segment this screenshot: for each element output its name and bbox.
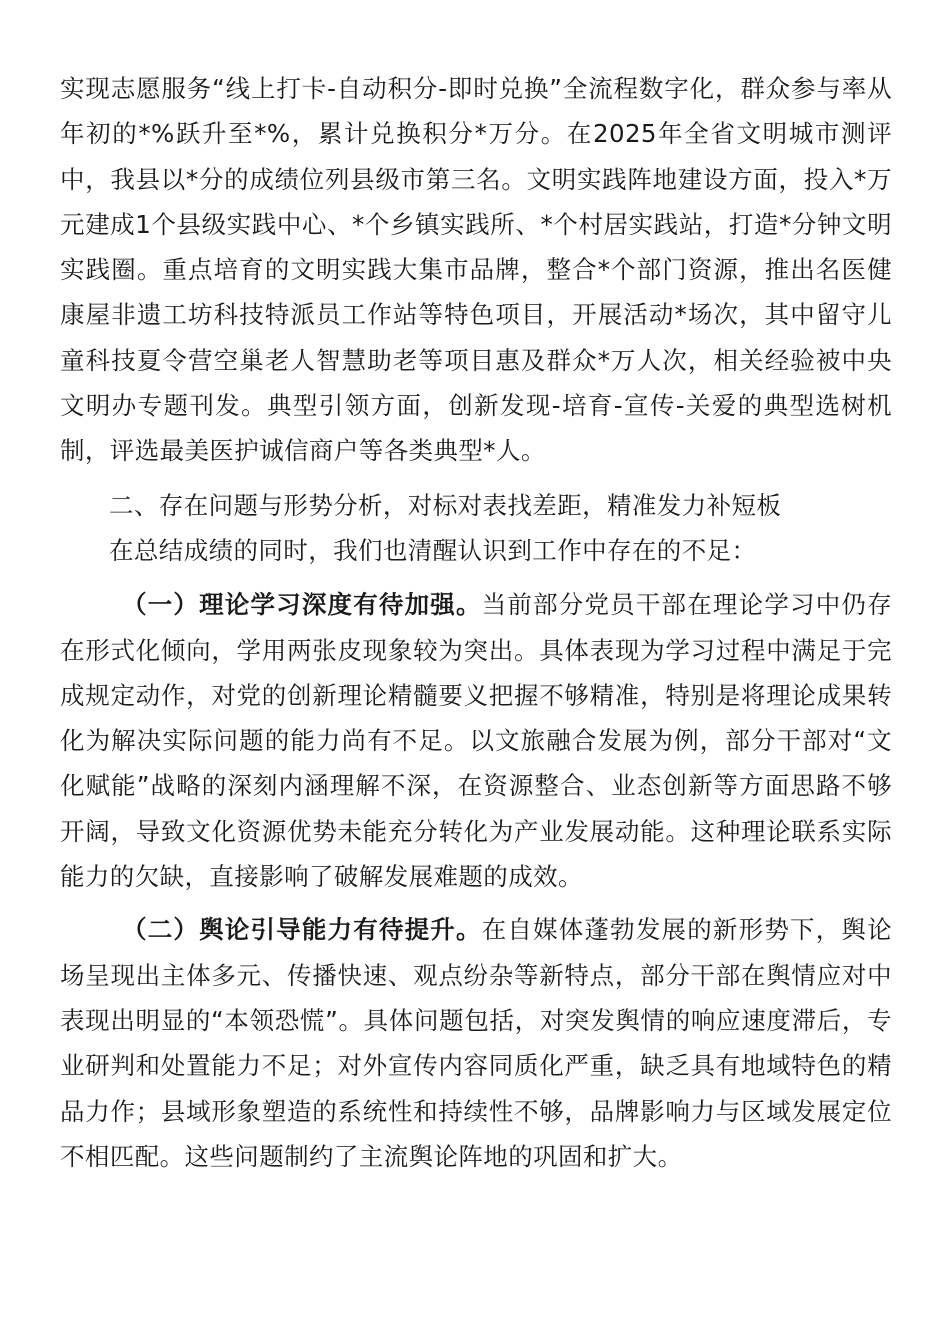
paragraph-achievements: 实现志愿服务“线上打卡-自动积分-即时兑换”全流程数字化，群众参与率从年初的*%跃升至*%，累计兑换积分*万分。在2025年全省文明城市测评中，我县以*分的成绩位列县级市第三名。文明实践阵地建设方面，投入*万元建成1个县级实践中心、*个乡镇实践所、*个村居实践站，打造*分钟文明实践圈。重点培育的文明实践大集市品牌，整合*个部门资源，推出名医健康屋非遗工坊科技特派员工作站等特色项目，开展活动*场次，其中留守儿童科技夏令营空巢老人智慧助老等项目惠及群众*万人次，相关经验被中央文明办专题刊发。典型引领方面，创新发现-培育-宣传-关爱的典型选树机制，评选最美医护诚信商户等各类典型*人。 bbox=[60, 74, 892, 466]
section-heading: 二、存在问题与形势分析，对标对表找差距，精准发力补短板 bbox=[109, 490, 782, 520]
document-body bbox=[60, 66, 892, 1179]
paragraph-intro: 在总结成绩的同时，我们也清醒认识到工作中存在的不足： bbox=[109, 535, 757, 565]
issue-item-1-body: 当前部分党员干部在理论学习中仍存在形式化倾向，学用两张皮现象较为突出。具体表现为学习过程中满足于完成规定动作，对党的创新理论精髓要义把握不够精准，特别是将理论成果转化为解决实际问题的能力尚有不足。以文旅融合发展为例，部分干部对“文化赋能”战略的深刻内涵理解不深，在资源整合、业态创新等方面思路不够开阔，导致文化资源优势未能充分转化为产业发展动能。这种理论联系实际能力的欠缺，直接影响了破解发展难题的成效。 bbox=[60, 590, 892, 892]
issue-item-2-body: 在自媒体蓬勃发展的新形势下，舆论场呈现出主体多元、传播快速、观点纷杂等新特点，部分干部在舆情应对中表现出明显的“本领恐慌”。具体问题包括，对突发舆情的响应速度滞后，专业研判和处置能力不足；对外宣传内容同质化严重，缺乏具有地域特色的精品力作；县域形象塑造的系统性和持续性不够，品牌影响力与区域发展定位不相匹配。这些问题制约了主流舆论阵地的巩固和扩大。 bbox=[60, 915, 892, 1171]
issue-item-2 bbox=[60, 907, 892, 1179]
issue-item-1-title: （一）理论学习深度有待加强。 bbox=[122, 590, 482, 620]
issue-item-1 bbox=[60, 582, 892, 899]
issue-item-2-title: （二）舆论引导能力有待提升。 bbox=[122, 915, 482, 945]
